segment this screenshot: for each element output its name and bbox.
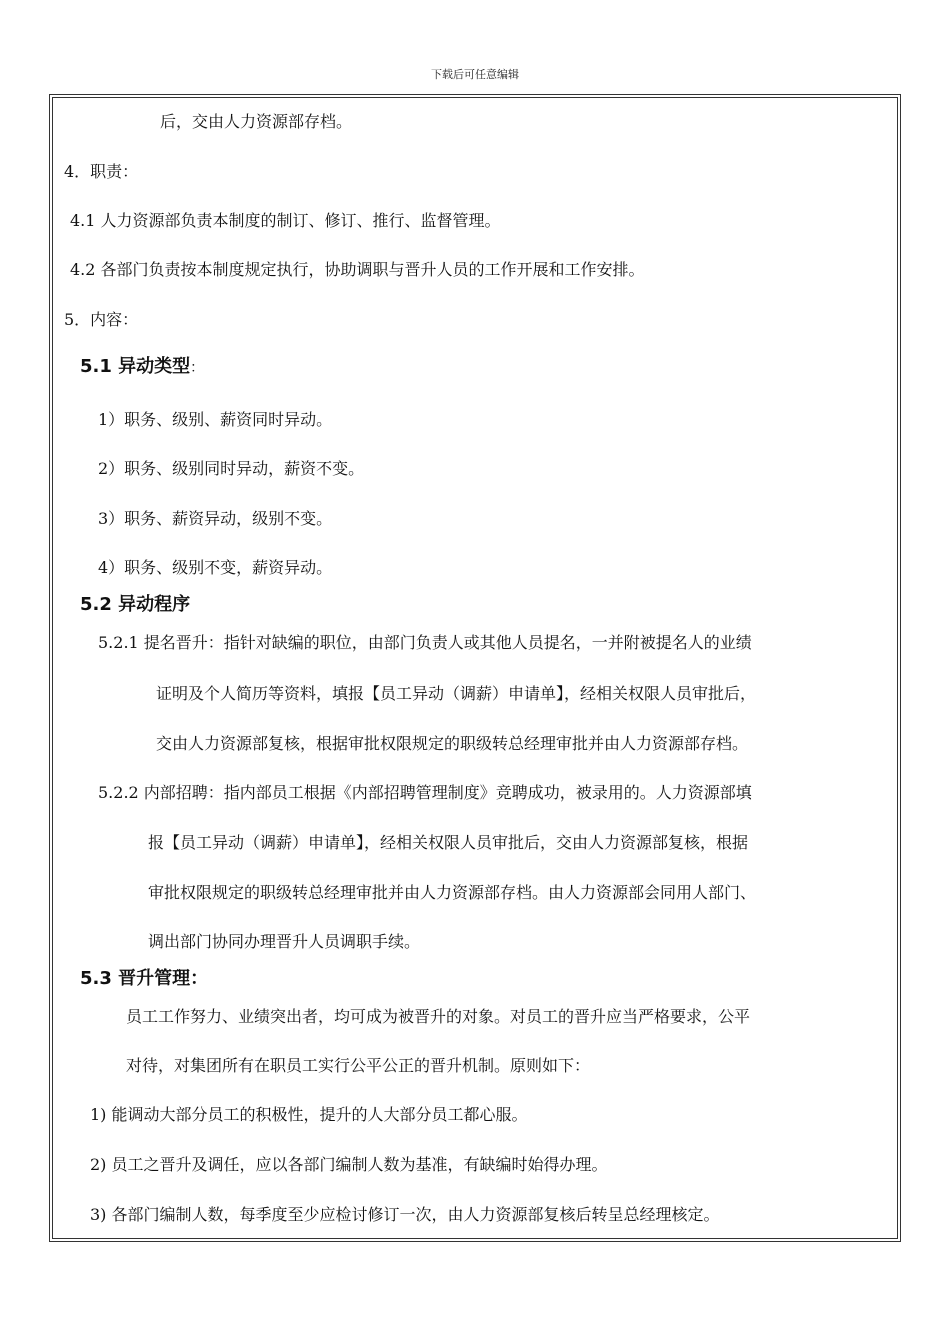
principle-item: 1) 能调动大部分员工的积极性，提升的人大部分员工都心服。 (90, 1105, 528, 1124)
paragraph-line: 交由人力资源部复核，根据审批权限规定的职级转总经理审批并由人力资源部存档。 (156, 734, 749, 753)
paragraph-line: 员工工作努力、业绩突出者，均可成为被晋升的对象。对员工的晋升应当严格要求，公平 (126, 1007, 751, 1026)
paragraph-line: 审批权限规定的职级转总经理审批并由人力资源部存档。由人力资源部会同用人部门、 (148, 883, 757, 902)
heading-5-2: 5.2 异动程序 (80, 594, 191, 615)
section-5-heading: 5．内容： (64, 310, 139, 329)
heading-5-1-text: 5.1 异动类型 (80, 356, 191, 377)
page-header: 下载后可任意编辑 (431, 68, 519, 81)
clause-4-1: 4.1 人力资源部负责本制度的制订、修订、推行、监督管理。 (70, 211, 501, 230)
clause-5-2-2: 5.2.2 内部招聘：指内部员工根据《内部招聘管理制度》竞聘成功，被录用的。人力资源部填 (98, 783, 752, 802)
heading-5-3: 5.3 晋升管理： (80, 968, 209, 989)
section-4-heading: 4．职责： (64, 162, 139, 181)
paragraph-line: 对待，对集团所有在职员工实行公平公正的晋升机制。原则如下： (126, 1056, 591, 1075)
principle-item: 2) 员工之晋升及调任，应以各部门编制人数为基准，有缺编时始得办理。 (90, 1155, 608, 1174)
principle-item: 3) 各部门编制人数，每季度至少应检讨修订一次，由人力资源部复核后转呈总经理核定。 (90, 1205, 720, 1224)
paragraph-line: 证明及个人简历等资料，填报【员工异动（调薪）申请单】，经相关权限人员审批后， (156, 684, 757, 703)
heading-5-1-colon: ： (190, 360, 205, 376)
paragraph-line: 调出部门协同办理晋升人员调职手续。 (148, 932, 421, 951)
list-item: 3）职务、薪资异动，级别不变。 (98, 509, 333, 528)
paragraph-line: 后，交由人力资源部存档。 (160, 112, 353, 131)
clause-5-2-1: 5.2.1 提名晋升：指针对缺编的职位，由部门负责人或其他人员提名，一并附被提名人的业绩 (98, 633, 752, 652)
clause-4-2: 4.2 各部门负责按本制度规定执行，协助调职与晋升人员的工作开展和工作安排。 (70, 260, 645, 279)
heading-5-1 (80, 356, 204, 379)
list-item: 2）职务、级别同时异动，薪资不变。 (98, 459, 365, 478)
paragraph-line: 报【员工异动（调薪）申请单】，经相关权限人员审批后，交由人力资源部复核，根据 (148, 833, 749, 852)
list-item: 1）职务、级别、薪资同时异动。 (98, 410, 333, 429)
list-item: 4）职务、级别不变，薪资异动。 (98, 558, 333, 577)
